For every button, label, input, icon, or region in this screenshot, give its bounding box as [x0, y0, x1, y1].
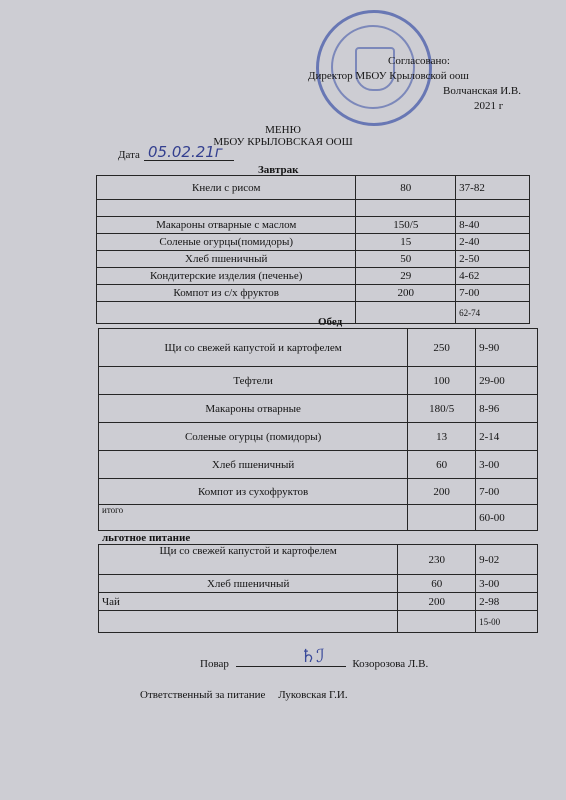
discount-heading: льготное питание: [102, 532, 191, 544]
table-row: Компот из сухофруктов 200 7-00: [99, 479, 538, 505]
breakfast-table: [96, 175, 530, 324]
approval-block: [308, 54, 538, 114]
breakfast-heading: Завтрак: [258, 164, 299, 176]
approval-director: Директор МБОУ Крыловской оош: [308, 70, 469, 82]
table-total-row: 15-00: [99, 611, 538, 633]
responsible-label: Ответственный за питание: [140, 689, 266, 701]
approval-year: 2021 г: [474, 100, 504, 112]
date-label: Дата: [118, 149, 140, 161]
lunch-heading: Обед: [318, 316, 343, 328]
table-total-row: 62-74: [97, 302, 530, 324]
school-name: МБОУ КРЫЛОВСКАЯ ООШ: [213, 136, 353, 148]
table-row: Щи со свежей капустой и картофелем 250 9-90: [99, 329, 538, 367]
table-row: Тефтели 100 29-00: [99, 367, 538, 395]
table-row: Макароны отварные 180/5 8-96: [99, 395, 538, 423]
responsible-line: [140, 689, 348, 701]
menu-title: МЕНЮ: [265, 124, 301, 136]
table-row: Щи со свежей капустой и картофелем 230 9-02: [99, 545, 538, 575]
table-row: Кнели с рисом 80 37-82: [97, 176, 530, 200]
table-row: [97, 200, 530, 217]
table-row: Чай 200 2-98: [99, 593, 538, 611]
cook-signature: ♄ℐ: [300, 646, 325, 667]
discount-table: [98, 544, 538, 633]
lunch-table: [98, 328, 538, 531]
approval-name: Волчанская И.В.: [443, 85, 522, 97]
table-row: Хлеб пшеничный 60 3-00: [99, 575, 538, 593]
date-value: 05.02.21г: [148, 143, 223, 161]
date-line: [118, 143, 223, 161]
table-row: Соленые огурцы(помидоры) 15 2-40: [97, 234, 530, 251]
table-row: Хлеб пшеничный 60 3-00: [99, 451, 538, 479]
table-row: Кондитерские изделия (печенье) 29 4-62: [97, 268, 530, 285]
cook-name: Козорозова Л.В.: [352, 658, 429, 670]
cook-label: Повар: [200, 658, 229, 670]
table-row: Соленые огурцы (помидоры) 13 2-14: [99, 423, 538, 451]
table-row: Хлеб пшеничный 50 2-50: [97, 251, 530, 268]
approval-title: Согласовано:: [388, 55, 450, 67]
responsible-name: Луковская Г.И.: [278, 689, 348, 701]
table-total-row: итого 60-00: [99, 505, 538, 531]
table-row: Компот из с/х фруктов 200 7-00: [97, 285, 530, 302]
table-row: Макароны отварные с маслом 150/5 8-40: [97, 217, 530, 234]
